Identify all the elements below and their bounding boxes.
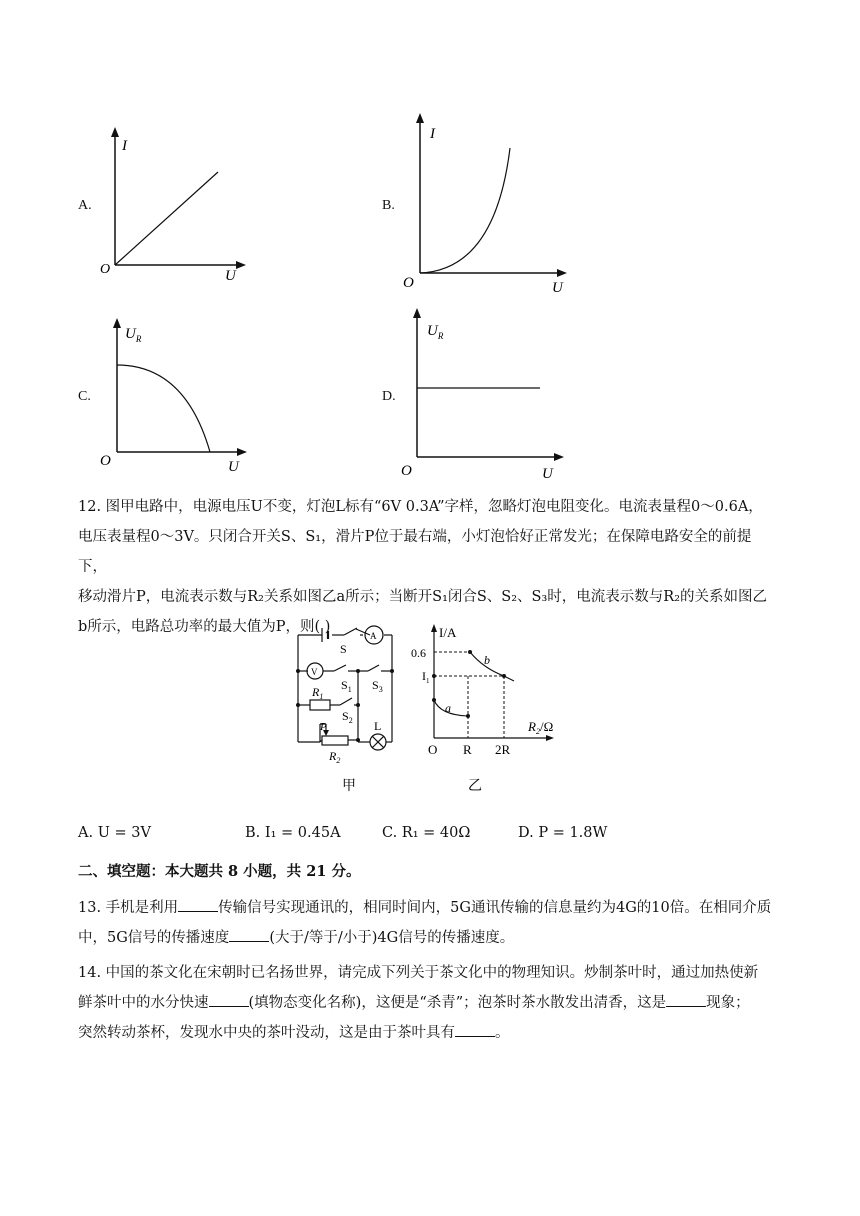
y-tick-i1: $I_1$ (422, 669, 430, 685)
switch-s2-label: $S_2$ (342, 709, 353, 725)
q13-text-1a: 13. 手机是利用 (78, 900, 179, 916)
graph-a (100, 125, 250, 285)
graph-d (400, 305, 570, 485)
graph-b (400, 110, 580, 295)
q13-blank-1[interactable] (178, 897, 218, 912)
section-heading: 二、填空题：本大题共 8 小题，共 21 分。 (78, 863, 361, 880)
x-tick-2r: 2R (495, 742, 511, 757)
y-tick-0.6: 0.6 (411, 646, 426, 660)
q12-line-3: 移动滑片P，电流表示数与R₂关系如图乙a所示；当断开S₁闭合S、S₂、S₃时，电流表示数与R₂的关系如图乙 (78, 589, 768, 605)
circuit-diagram (290, 620, 410, 795)
q13-text-1b: 传输信号实现通讯的，相同时间内，5G通讯传输的信息量约为4G的10倍。在相同介质 (218, 900, 772, 916)
graph-a-y-label: I (122, 138, 127, 154)
graph-c (100, 315, 260, 475)
graph-b-origin: O (403, 275, 414, 291)
q14-line-1: 14. 中国的茶文化在宋朝时已名扬世界，请完成下列关于茶文化中的物理知识。炒制茶叶时，通过加热使新 (78, 965, 759, 981)
q12-line-4: b所示，电路总功率的最大值为P，则( ) (78, 619, 331, 635)
choice-b[interactable]: B. I₁ = 0.45A (245, 825, 341, 841)
graph-origin: O (428, 742, 438, 757)
curve-b-label: b (484, 653, 490, 667)
option-a-label: A. (78, 198, 92, 213)
graph-x-label: $R_2/\Omega$ (528, 719, 554, 736)
q13-text-2a: 中，5G信号的传播速度 (78, 930, 230, 946)
switch-s-label: S (340, 642, 347, 656)
graph-a-origin: O (100, 262, 111, 277)
q14-text-2c: 现象； (706, 995, 750, 1011)
slider-p-label: P (320, 721, 327, 733)
q12-line-2: 电压表量程0～3V。只闭合开关S、S₁，滑片P位于最右端，小灯泡恰好正常发光；在保障电路安全的前提下， (78, 529, 752, 575)
option-c-label: C. (78, 389, 91, 404)
x-tick-r: R (463, 742, 472, 757)
q14-blank-2[interactable] (666, 992, 706, 1007)
graph-b-y-label: I (430, 126, 435, 142)
q13-text (78, 893, 780, 953)
option-b-label: B. (382, 198, 395, 213)
circuit-caption: 甲 (342, 779, 356, 794)
q13-blank-2[interactable] (229, 927, 269, 942)
option-d-label: D. (382, 389, 396, 404)
choice-a[interactable]: A. U = 3V (78, 825, 151, 841)
q14-text-3a: 突然转动茶杯，发现水中央的茶叶没动，这是由于茶叶具有 (78, 1025, 455, 1041)
graph-c-origin: O (100, 453, 111, 469)
graph-c-y-label: $U_R$ (125, 326, 142, 344)
graph-b-x-label: U (552, 280, 563, 295)
q14-text-2a: 鲜茶叶中的水分快速 (78, 995, 209, 1011)
graph-y-label: I/A (439, 625, 457, 640)
q13-text-2b: (大于/等于/小于)4G信号的传播速度。 (269, 930, 515, 946)
ammeter-label: A (370, 631, 377, 641)
curve-a-label: a (445, 701, 451, 715)
r2-label: $R_2$ (329, 749, 341, 765)
q14-blank-1[interactable] (209, 992, 249, 1007)
q14-text (78, 958, 780, 1048)
switch-s3-label: $S_3$ (372, 678, 383, 694)
lamp-label: L (374, 719, 382, 733)
voltmeter-label: V (311, 667, 318, 677)
q14-text-2b: (填物态变化名称)，这便是“杀青”；泡茶时茶水散发出清香，这是 (248, 995, 667, 1011)
graph-d-x-label: U (542, 466, 553, 482)
q14-text-3b: 。 (495, 1025, 510, 1041)
q14-blank-3[interactable] (455, 1022, 495, 1037)
choice-d[interactable]: D. P = 1.8W (518, 825, 608, 841)
graph-d-origin: O (401, 463, 412, 479)
graph-a-x-label: U (225, 268, 236, 284)
graph-caption: 乙 (468, 779, 482, 794)
current-resistance-graph (408, 620, 578, 795)
graph-d-y-label: $U_R$ (427, 323, 444, 341)
switch-s1-label: $S_1$ (341, 678, 352, 694)
choice-c[interactable]: C. R₁ = 40Ω (382, 825, 471, 841)
graph-c-x-label: U (228, 459, 239, 475)
r1-label: $R_1$ (312, 685, 324, 701)
q12-line-1: 12. 图甲电路中，电源电压U不变，灯泡L标有“6V 0.3A”字样，忽略灯泡电阻变化。电流表量程0～0.6A， (78, 499, 763, 515)
